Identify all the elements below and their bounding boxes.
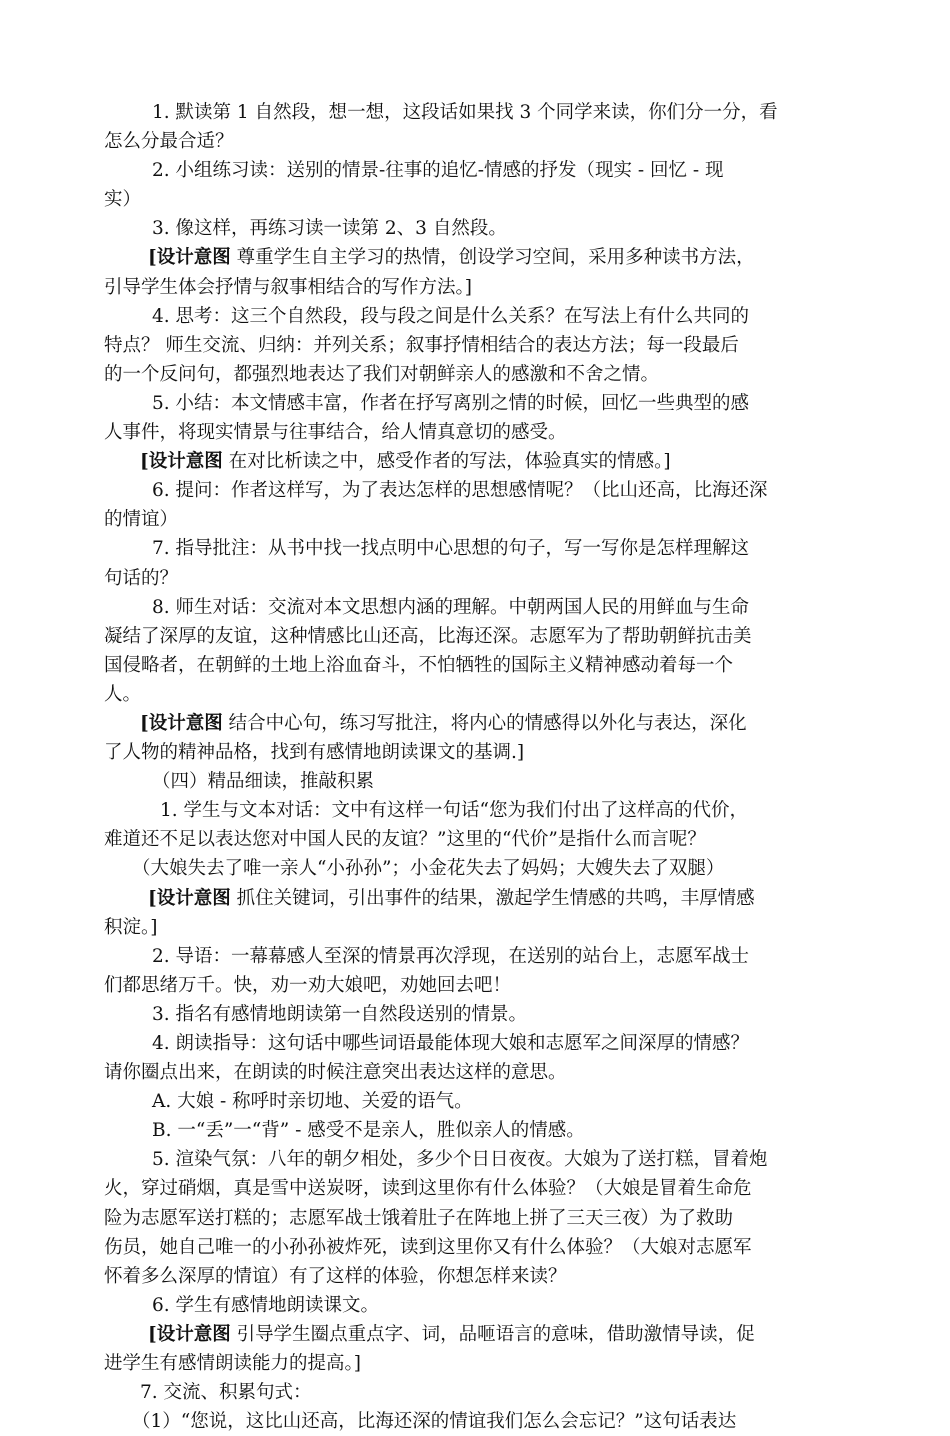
text-line [104, 622, 860, 651]
line-text: （大娘失去了唯一亲人“小孙孙”；小金花失去了妈妈；大嫂失去了双腿） [132, 858, 725, 880]
line-text: 6. 学生有感情地朗读课文。 [152, 1294, 380, 1316]
text-line [104, 680, 860, 709]
line-text: 凝结了深厚的友谊，这种情感比山还高，比海还深。志愿军为了帮助朝鲜抗击美 [104, 625, 752, 647]
line-text: 怎么分最合适？ [104, 131, 234, 153]
text-line [104, 505, 860, 534]
text-line [104, 796, 860, 825]
design-intent-label: [设计意图 [140, 712, 223, 734]
text-line [104, 913, 860, 942]
line-text: 在对比析读之中，感受作者的写法，体验真实的情感。] [222, 451, 671, 473]
line-text: 积淀。] [104, 916, 158, 938]
text-line [104, 360, 860, 389]
line-text: 人。 [104, 683, 142, 705]
line-text: A. 大娘 - 称呼时亲切地、关爱的语气。 [152, 1091, 473, 1113]
text-line [104, 1174, 860, 1203]
line-text: 4. 思考：这三个自然段，段与段之间是什么关系？在写法上有什么共同的 [152, 305, 750, 327]
text-line [104, 1029, 860, 1058]
line-text: 引导学生体会抒情与叙事相结合的写作方法。] [104, 276, 472, 298]
text-line [104, 418, 860, 447]
line-text: 伤员，她自己唯一的小孙孙被炸死，读到这里你又有什么体验？（大娘对志愿军 [104, 1236, 752, 1258]
line-text: 7. 交流、积累句式： [140, 1382, 312, 1404]
text-line [104, 1000, 860, 1029]
text-line [104, 1407, 860, 1436]
text-line [104, 214, 860, 243]
design-intent-label: [设计意图 [148, 887, 231, 909]
design-intent-label: [设计意图 [148, 247, 231, 269]
line-text: 6. 提问：作者这样写，为了表达怎样的思想感情呢？（比山还高，比海还深 [152, 480, 768, 502]
text-line [104, 1058, 860, 1087]
text-line [104, 476, 860, 505]
design-intent-line [104, 447, 860, 476]
line-text: 7. 指导批注：从书中找一找点明中心思想的句子，写一写你是怎样理解这 [152, 538, 750, 560]
line-text: 国侵略者，在朝鲜的土地上浴血奋斗，不怕牺牲的国际主义精神感动着每一个 [104, 654, 734, 676]
line-text: 3. 指名有感情地朗读第一自然段送别的情景。 [152, 1003, 528, 1025]
design-intent-label: [设计意图 [148, 1323, 231, 1345]
line-text: 请你圈点出来，在朗读的时候注意突出表达这样的意思。 [104, 1062, 567, 1084]
text-line [104, 651, 860, 680]
text-line [104, 156, 860, 185]
text-line [104, 331, 860, 360]
line-text: 3. 像这样，再练习读一读第 2、3 自然段。 [152, 218, 507, 240]
design-intent-line [104, 709, 860, 738]
line-text: 5. 渲染气氛：八年的朝夕相处，多少个日日夜夜。大娘为了送打糕，冒着炮 [152, 1149, 768, 1171]
line-text: 实） [104, 189, 142, 211]
line-text: 人事件，将现实情景与往事结合，给人情真意切的感受。 [104, 422, 567, 444]
line-text: 难道还不足以表达您对中国人民的友谊？”这里的“代价”是指什么而言呢？ [104, 829, 706, 851]
line-text: 2. 导语：一幕幕感人至深的情景再次浮现，在送别的站台上，志愿军战士 [152, 945, 750, 967]
line-text: 火，穿过硝烟，真是雪中送炭呀，读到这里你有什么体验？（大娘是冒着生命危 [104, 1178, 752, 1200]
text-line [104, 942, 860, 971]
text-line [104, 564, 860, 593]
line-text: 抓住关键词，引出事件的结果，激起学生情感的共鸣，丰厚情感 [230, 887, 755, 909]
text-line [104, 98, 860, 127]
line-text: 的一个反问句，都强烈地表达了我们对朝鲜亲人的感激和不舍之情。 [104, 363, 660, 385]
document-body [104, 98, 860, 1436]
text-line [104, 738, 860, 767]
text-line [104, 534, 860, 563]
text-line [104, 1145, 860, 1174]
line-text: 1. 默读第 1 自然段，想一想，这段话如果找 3 个同学来读，你们分一分，看 [152, 102, 778, 123]
line-text: 尊重学生自主学习的热情，创设学习空间，采用多种读书方法， [230, 247, 755, 269]
line-text: 4. 朗读指导：这句话中哪些词语最能体现大娘和志愿军之间深厚的情感？ [152, 1033, 750, 1054]
line-text: 的情谊） [104, 509, 179, 531]
text-line [104, 389, 860, 418]
text-line [104, 273, 860, 302]
line-text: 2. 小组练习读：送别的情景-往事的追忆-情感的抒发（现实 - 回忆 - 现 [152, 160, 724, 182]
text-line [104, 825, 860, 854]
design-intent-label: [设计意图 [140, 451, 223, 473]
text-line [104, 1378, 860, 1407]
text-line [104, 593, 860, 622]
text-line [104, 302, 860, 331]
text-line [104, 1349, 860, 1378]
line-text: 了人物的精神品格，找到有感情地朗读课文的基调.] [104, 742, 525, 764]
line-text: 怀着多么深厚的情谊）有了这样的体验，你想怎样来读？ [104, 1265, 567, 1287]
line-text: 1. 学生与文本对话：文中有这样一句话“您为我们付出了这样高的代价， [160, 800, 748, 822]
line-text: 险为志愿军送打糕的；志愿军战士饿着肚子在阵地上拼了三天三夜）为了救助 [104, 1207, 734, 1229]
text-line [104, 1116, 860, 1145]
line-text: B. 一“丢”一“背” - 感受不是亲人，胜似亲人的情感。 [152, 1120, 585, 1142]
line-text: 5. 小结：本文情感丰富，作者在抒写离别之情的时候，回忆一些典型的感 [152, 392, 750, 414]
text-line [104, 1262, 860, 1291]
line-text: 8. 师生对话：交流对本文思想内涵的理解。中朝两国人民的用鲜血与生命 [152, 596, 750, 618]
design-intent-line [104, 243, 860, 272]
line-text: （1）“您说，这比山还高，比海还深的情谊我们怎么会忘记？”这句话表达 [132, 1411, 737, 1433]
line-text: 结合中心句，练习写批注，将内心的情感得以外化与表达，深化 [222, 712, 747, 734]
text-line [104, 854, 860, 883]
text-line [104, 767, 860, 796]
design-intent-line [104, 1320, 860, 1349]
text-line [104, 1291, 860, 1320]
line-text: 进学生有感情朗读能力的提高。] [104, 1353, 361, 1375]
line-text: （四）精品细读，推敲积累 [152, 771, 375, 793]
line-text: 们都思绪万千。快，劝一劝大娘吧，劝她回去吧！ [104, 974, 512, 996]
text-line [104, 185, 860, 214]
text-line [104, 1087, 860, 1116]
text-line [104, 971, 860, 1000]
text-line [104, 127, 860, 156]
text-line [104, 1204, 860, 1233]
line-text: 句话的？ [104, 567, 179, 589]
text-line [104, 1233, 860, 1262]
design-intent-line [104, 884, 860, 913]
line-text: 特点？ 师生交流、归纳：并列关系；叙事抒情相结合的表达方法；每一段最后 [104, 334, 739, 356]
line-text: 引导学生圈点重点字、词，品咂语言的意味，借助激情导读，促 [230, 1323, 755, 1345]
